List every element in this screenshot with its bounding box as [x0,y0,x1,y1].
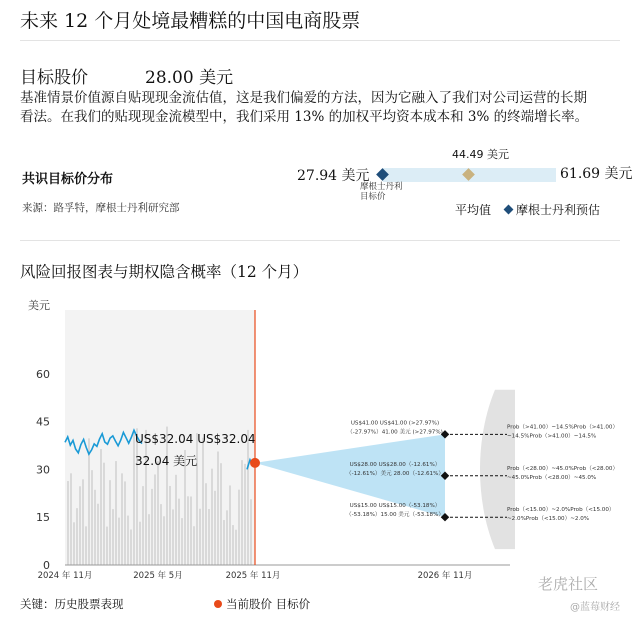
volume-bar [76,508,78,565]
volume-bar [178,499,180,565]
volume-bar [199,509,201,565]
key-current: 当前股价 目标价 [226,597,311,611]
volume-bar [160,504,162,565]
volume-bar [151,489,153,565]
volume-bar [139,522,141,565]
divider [20,240,620,241]
target-value: 28.00 美元 [145,68,234,88]
scenario-probability: ~14.5%Prob（>41.00）~14.5% [507,433,597,440]
current-price-dot [250,458,260,468]
volume-bar [82,479,84,565]
volume-bar [100,449,102,565]
volume-bar [136,428,138,565]
source-note: 来源：路孚特，摩根士丹利研究部 [22,202,180,214]
volume-bar [232,525,234,565]
risk-reward-chart [0,295,640,585]
volume-bar [142,486,144,565]
volume-bar [217,452,219,565]
volume-bar [70,473,72,565]
volume-bar [91,470,93,565]
consensus-mean: 44.49 美元 [452,148,509,161]
y-tick-label: 15 [36,511,50,525]
scenario-label: （-27.97%）41.00 美元 (>27.97%) [347,429,443,436]
volume-bar [103,463,105,565]
volume-bar [202,438,204,565]
volume-bar [226,510,228,565]
volume-bar [67,481,69,565]
watermark: 老虎社区 [538,575,599,593]
volume-bar [241,460,243,565]
volume-bar [172,509,174,565]
volume-bar [193,526,195,565]
key-history: 关键：历史股票表现 [20,597,124,611]
volume-bar [73,522,75,565]
volume-bar [88,438,90,565]
x-tick-label: 2024 年 11月 [37,571,93,581]
volume-bar [238,490,240,565]
legend-ms-marker [504,205,514,215]
scenario-probability: Prob（<15.00）~2.0%Prob（<15.00） [507,507,615,514]
scenario-probability: ~45.0%Prob（<28.00）~45.0% [507,474,597,481]
scenario-label: US$15.00 US$15.00（-53.18%） [349,503,441,510]
current-price-label: 32.04 美元 [135,453,198,468]
volume-bar [109,480,111,565]
volume-bar [181,518,183,565]
scenario-label: （-12.61%）美元 28.00（-12.61%） [345,470,445,477]
volume-bar [208,509,210,565]
x-tick-label: 2025 年 5月 [133,571,183,581]
y-tick-label: 30 [36,463,50,477]
y-tick-label: 60 [36,367,50,381]
volume-bar [250,499,252,565]
volume-bar [145,430,147,565]
volume-bar [175,475,177,565]
consensus-low: 27.94 美元 [297,168,370,184]
volume-bar [220,463,222,565]
target-description: 基准情景价值源自贴现现金流估值，这是我们偏爱的方法，因为它融入了我们对公司运营的长期看法。在我们的贴现现金流模型中，我们采用 13% 的加权平均资本成本和 3% 的终端增长率。 [20,90,589,125]
volume-bar [244,464,246,565]
volume-bar [154,474,156,565]
scenario-label: （-53.18%）15.00 美元（-53.18%） [345,512,445,519]
volume-bar [166,427,168,565]
x-tick-label: 2026 年 11月 [417,571,473,581]
volume-bar [118,518,120,565]
volume-bar [127,516,129,565]
volume-bar [214,491,216,565]
volume-bar [190,496,192,565]
current-price-label: US$32.04 US$32.04 [135,431,256,446]
scenario-probability: Prob（>41.00）~14.5%Prob（>41.00） [507,424,619,431]
volume-bar [133,432,135,565]
consensus-label: 共识目标价分布 [22,172,114,187]
volume-bar [130,529,132,565]
volume-bar [85,526,87,565]
scenario-label: US$41.00 US$41.00 (>27.97%) [350,420,440,427]
y-tick-label: 45 [36,415,50,429]
chart-title: 风险回报图表与期权隐含概率（12 个月） [20,263,309,281]
scenario-probability: ~2.0%Prob（<15.00）~2.0% [507,516,590,523]
volume-bar [121,473,123,565]
volume-bar [163,516,165,565]
x-tick-label: 2025 年 11月 [225,571,281,581]
volume-bar [112,509,114,565]
volume-bar [106,527,108,565]
divider [20,40,620,41]
volume-bar [211,469,213,565]
page-title: 未来 12 个月处境最糟糕的中国电商股票 [20,10,361,32]
volume-bar [187,496,189,565]
volume-bar [223,520,225,565]
volume-bar [235,530,237,565]
volume-bar [97,504,99,565]
target-label: 目标股价 [20,68,88,88]
volume-bar [247,430,249,565]
consensus-high: 61.69 美元 [560,166,633,182]
volume-bar [169,486,171,565]
volume-bar [148,514,150,565]
current-price-key-dot [214,600,222,608]
scenario-probability: Prob（<28.00）~45.0%Prob（<28.00） [507,465,619,472]
volume-bar [229,485,231,565]
volume-bar [94,490,96,565]
volume-bar [115,461,117,565]
volume-bar [157,461,159,565]
scenario-label: US$28.00 US$28.00（-12.61%） [349,461,441,468]
legend-mean: 平均值 [455,203,492,217]
volume-bar [205,483,207,565]
legend-ms: 摩根士丹利预估 [516,203,601,217]
volume-bar [79,486,81,565]
watermark-sub: @蓝莓财经 [570,602,620,613]
ms-target-label: 摩根士丹利 目标价 [360,182,403,202]
y-axis-label: 美元 [28,299,50,312]
volume-bar [124,481,126,565]
y-tick-label: 0 [43,559,50,572]
